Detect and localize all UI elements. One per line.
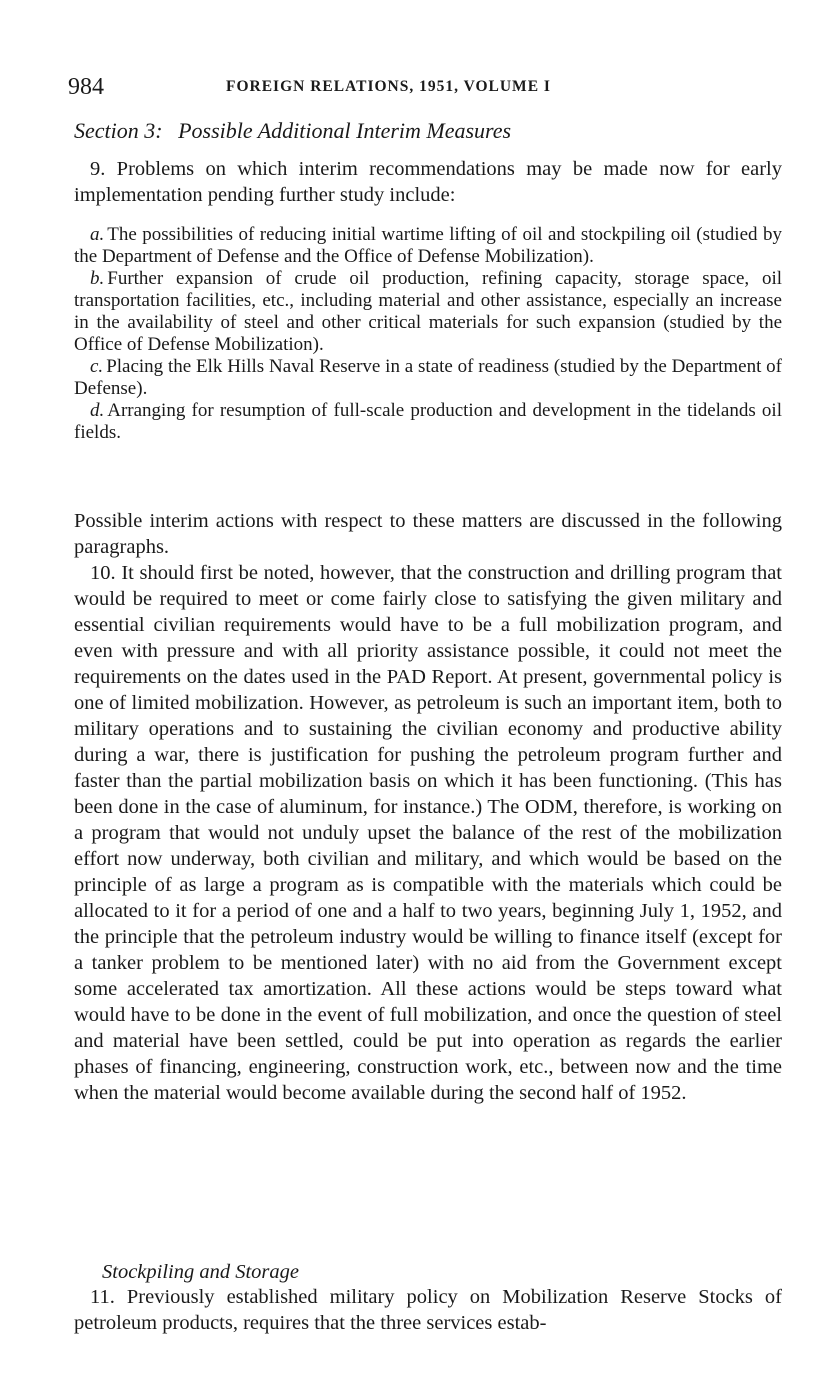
paragraph-9: 9. Problems on which interim recommendations may be made now for early implementation pending further study include: [74, 158, 782, 206]
list-item [74, 268, 782, 356]
running-title: FOREIGN RELATIONS, 1951, VOLUME I [226, 78, 551, 95]
list-item [74, 400, 782, 444]
section-label: Section 3: [74, 118, 163, 143]
item-text: Arranging for resumption of full-scale production and development in the tidelands oil fields. [74, 400, 782, 443]
item-text: Further expansion of crude oil production, refining capacity, storage space, oil transportation facilities, etc., including material and other assistance, especially an increase in the availability of steel and other critical materials for such expansion (studied by the Office of Defense Mobilization). [74, 268, 782, 355]
item-text: The possibilities of reducing initial wartime lifting of oil and stockpiling oil (studied by the Department of Defense and the Office of Defense Mobilization). [74, 224, 782, 267]
section-title: Possible Additional Interim Measures [178, 118, 512, 143]
paragraph-10: 10. It should first be noted, however, that the construction and drilling program that would be required to meet or come fairly close to satisfying the given military and essential civilian requirements would have to be a full mobilization program, and even with pressure and with all priority assistance possible, it could not meet the requirements on the dates used in the PAD Report. At present, governmental policy is one of limited mobilization. However, as petroleum is such an important item, both to military operations and to sustaining the civilian economy and productive ability during a war, there is justification for pushing the petroleum program further and faster than the partial mobilization basis on which it has been functioning. (This has been done in the case of aluminum, for instance.) The ODM, therefore, is working on a program that would not unduly upset the balance of the rest of the mobilization effort now underway, both civilian and military, and which would be based on the principle of as large a program as is compatible with the materials which could be allocated to it for a period of one and a half to two years, beginning July 1, 1952, and the principle that the petroleum industry would be willing to finance itself (except for a tanker problem to be mentioned later) with no aid from the Government except some accelerated tax amortization. All these actions would be steps toward what would have to be done in the event of full mobilization, and once the question of steel and material have been settled, could be put into operation as regards the earlier phases of financing, engineering, construction work, etc., between now and the time when the material would become available during the second half of 1952. [74, 562, 782, 1104]
list-item [74, 356, 782, 400]
page-number: 984 [68, 74, 104, 100]
item-marker: c. [90, 356, 104, 377]
paragraph-11: 11. Previously established military policy on Mobilization Reserve Stocks of petroleum products, requires that the three services estab- [74, 1286, 782, 1334]
item-list [74, 224, 782, 444]
page-header [68, 74, 780, 104]
paragraph-interim: Possible interim actions with respect to these matters are discussed in the following paragraphs. [74, 510, 782, 558]
item-marker: a. [90, 224, 105, 245]
item-marker: b. [90, 268, 105, 289]
list-item [74, 224, 782, 268]
item-text: Placing the Elk Hills Naval Reserve in a state of readiness (studied by the Department of Defense). [74, 356, 782, 399]
section-heading [74, 118, 511, 144]
item-marker: d. [90, 400, 105, 421]
subheading-stockpiling: Stockpiling and Storage [102, 1261, 300, 1283]
